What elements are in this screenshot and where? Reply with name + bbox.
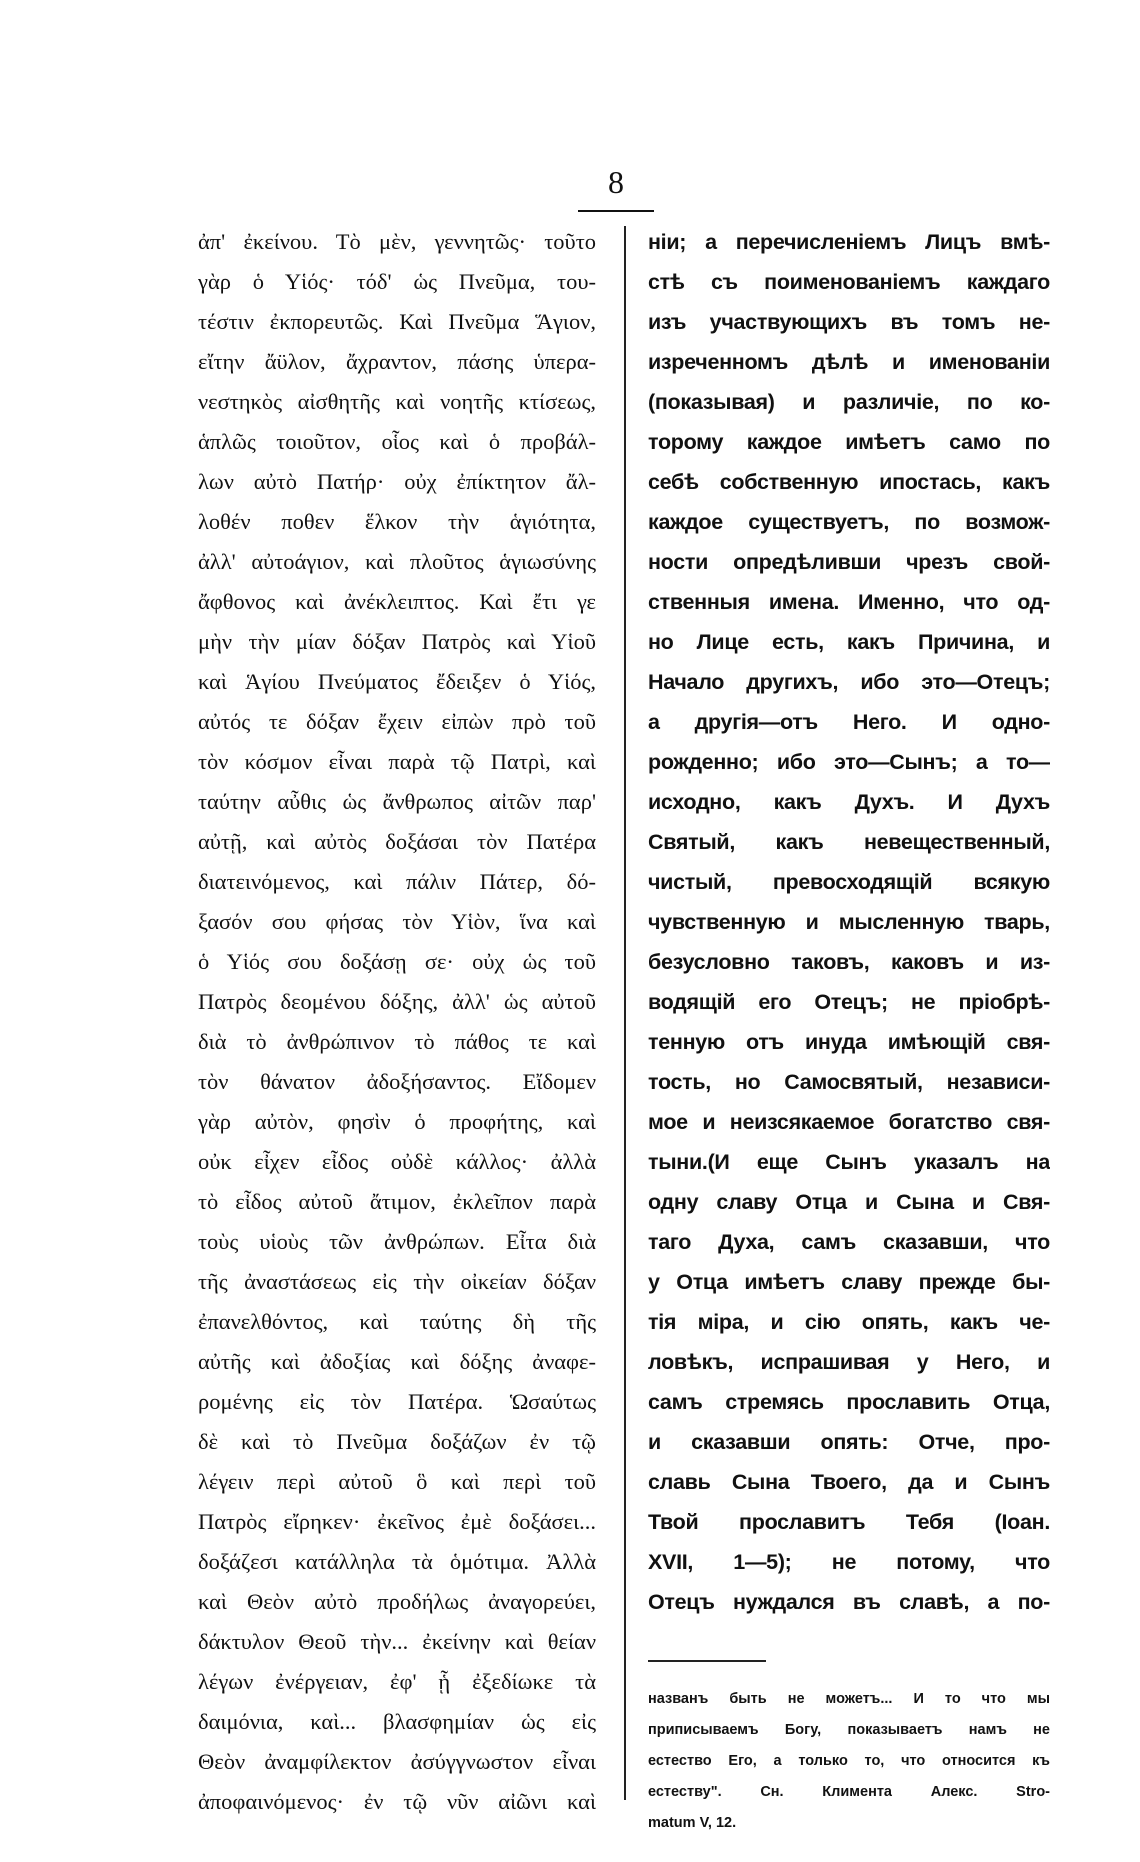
greek-text-line: αὐτῇ, καὶ αὐτὸς δοξάσαι τὸν Πατέρα [198, 829, 596, 854]
russian-text-line: рожденно; ибо это—Сынъ; а то— [648, 750, 1050, 774]
greek-text-column [198, 222, 596, 1822]
greek-text-line: γὰρ αὐτὸν, φησὶν ὁ προφήτης, καὶ [198, 1109, 596, 1134]
greek-text-line: δάκτυλον Θεοῦ τὴν... ἐκείνην καὶ θείαν [198, 1629, 596, 1654]
greek-text-line: δαιμόνια, καὶ... βλασφημίαν ὡς εἰς [198, 1709, 596, 1734]
russian-text-line: славь Сына Твоего, да и Сынъ [648, 1470, 1050, 1494]
russian-text-line: и сказавши опять: Отче, про- [648, 1430, 1050, 1454]
russian-text-line: таго Духа, самъ сказавши, что [648, 1230, 1050, 1254]
greek-text-line: λέγων ἐνέργειαν, ἐφ' ᾗ ἐξεδίωκε τὰ [198, 1669, 596, 1694]
footnote-line: названъ быть не можетъ... И то что мы [648, 1691, 1050, 1707]
greek-text-line: δὲ καὶ τὸ Πνεῦμα δοξάζων ἐν τῷ [198, 1429, 596, 1454]
russian-text-line: у Отца имѣетъ славу прежде бы- [648, 1270, 1050, 1294]
greek-text-line: ταύτην αὖθις ὡς ἄνθρωπος αἰτῶν παρ' [198, 789, 596, 814]
russian-text-line: Святый, какъ невещественный, [648, 830, 1050, 854]
russian-text-line: безусловно таковъ, каковъ и из- [648, 950, 1050, 974]
russian-text-line: стѣ съ поименованіемъ каждаго [648, 270, 1050, 294]
greek-text-line: ἀποφαινόμενος· ἐν τῷ νῦν αἰῶνι καὶ [198, 1789, 596, 1814]
greek-text-line: ξασόν σου φήσας τὸν Υἱὸν, ἵνα καὶ [198, 909, 596, 934]
russian-text-line: ности опредѣливши чрезъ свой- [648, 550, 1050, 574]
greek-text-line: Πατρὸς δεομένου δόξης, ἀλλ' ὡς αὐτοῦ [198, 989, 596, 1014]
russian-text-line: тія міра, и сію опять, какъ че- [648, 1310, 1050, 1334]
greek-text-line: διὰ τὸ ἀνθρώπινον τὸ πάθος τε καὶ [198, 1029, 596, 1054]
column-divider [624, 226, 626, 1800]
greek-text-line: Πατρὸς εἴρηκεν· ἐκεῖνος ἐμὲ δοξάσει... [198, 1509, 596, 1534]
greek-text-line: αὐτός τε δόξαν ἔχειν εἰπὼν πρὸ τοῦ [198, 709, 596, 734]
russian-text-line: самъ стремясь прославить Отца, [648, 1390, 1050, 1414]
greek-text-line: ἐπανελθόντος, καὶ ταύτης δὴ τῆς [198, 1309, 596, 1334]
russian-text-line: каждое существуетъ, по возмож- [648, 510, 1050, 534]
greek-text-line: ἄφθονος καὶ ἀνέκλειπτος. Καὶ ἔτι γε [198, 589, 596, 614]
greek-text-line: Θεὸν ἀναμφίλεκτον ἀσύγγνωστον εἶναι [198, 1749, 596, 1774]
greek-text-line: καὶ Ἁγίου Πνεύματος ἔδειξεν ὁ Υἱός, [198, 669, 596, 694]
greek-text-line: λέγειν περὶ αὐτοῦ ὃ καὶ περὶ τοῦ [198, 1469, 596, 1494]
russian-text-line: исходно, какъ Духъ. И Духъ [648, 790, 1050, 814]
footnote [648, 1684, 1050, 1839]
greek-text-line: τέστιν ἐκπορευτῶς. Καὶ Πνεῦμα Ἅγιον, [198, 309, 596, 334]
russian-text-line: ственныя имена. Именно, что од- [648, 590, 1050, 614]
greek-text-line: αὐτῆς καὶ ἀδοξίας καὶ δόξης ἀναφε- [198, 1349, 596, 1374]
page-number: 8 [608, 164, 624, 200]
russian-text-line: изъ участвующихъ въ томъ не- [648, 310, 1050, 334]
russian-text-line: Отецъ нуждался въ славѣ, а по- [648, 1590, 1050, 1614]
russian-text-line: мое и неизсякаемое богатство свя- [648, 1110, 1050, 1134]
greek-text-line: τῆς ἀναστάσεως εἰς τὴν οἰκείαν δόξαν [198, 1269, 596, 1294]
footnote-line: matum V, 12. [648, 1815, 737, 1831]
russian-text-line: (показывая) и различіе, по ко- [648, 390, 1050, 414]
russian-text-line: торому каждое имѣетъ само по [648, 430, 1050, 454]
russian-text-line: Твой прославитъ Тебя (Іоан. [648, 1510, 1050, 1534]
russian-text-line: а другія—отъ Него. И одно- [648, 710, 1050, 734]
greek-text-line: ρομένης εἰς τὸν Πατέρα. Ὡσαύτως [198, 1389, 596, 1414]
russian-text-line: ловѣкъ, испрашивая у Него, и [648, 1350, 1050, 1374]
greek-text-line: λων αὐτὸ Πατήρ· οὐχ ἐπίκτητον ἄλ- [198, 469, 596, 494]
footnote-line: естество Его, а только то, что относится къ [648, 1753, 1050, 1769]
greek-text-line: οὐκ εἶχεν εἶδος οὐδὲ κάλλος· ἀλλὰ [198, 1149, 596, 1174]
footnote-rule [648, 1660, 766, 1662]
russian-text-line: чувственную и мысленную тварь, [648, 910, 1050, 934]
greek-text-line: τὸν θάνατον ἀδοξήσαντος. Εἴδομεν [198, 1069, 596, 1094]
russian-text-column [648, 222, 1050, 1622]
russian-text-line: чистый, превосходящій всякую [648, 870, 1050, 894]
greek-text-line: γὰρ ὁ Υἱός· τόδ' ὡς Πνεῦμα, του- [198, 269, 596, 294]
russian-text-line: тыни.(И еще Сынъ указалъ на [648, 1150, 1050, 1174]
greek-text-line: τὸν κόσμον εἶναι παρὰ τῷ Πατρὶ, καὶ [198, 749, 596, 774]
russian-text-line: изреченномъ дѣлѣ и именованіи [648, 350, 1050, 374]
greek-text-line: νεστηκὸς αἰσθητῆς καὶ νοητῆς κτίσεως, [198, 389, 596, 414]
russian-text-line: XVII, 1—5); не потому, что [648, 1550, 1050, 1574]
russian-text-line: тенную отъ инуда имѣющій свя- [648, 1030, 1050, 1054]
greek-text-line: δοξάζεσι κατάλληλα τὰ ὁμότιμα. Ἀλλὰ [198, 1549, 596, 1574]
greek-text-line: εἴτην ἄϋλον, ἄχραντον, πάσης ὑπερα- [198, 349, 596, 374]
russian-text-line: водящій его Отецъ; не пріобрѣ- [648, 990, 1050, 1014]
russian-text-line: себѣ собственную ипостась, какъ [648, 470, 1050, 494]
greek-text-line: ἁπλῶς τοιοῦτον, οἷος καὶ ὁ προβάλ- [198, 429, 596, 454]
greek-text-line: λοθέν ποθεν ἕλκον τὴν ἁγιότητα, [198, 509, 596, 534]
russian-text-line: одну славу Отца и Сына и Свя- [648, 1190, 1050, 1214]
russian-text-line: тость, но Самосвятый, независи- [648, 1070, 1050, 1094]
russian-text-line: но Лице есть, какъ Причина, и [648, 630, 1050, 654]
greek-text-line: ἀπ' ἐκείνου. Τὸ μὲν, γεννητῶς· τοῦτο [198, 229, 596, 254]
greek-text-line: τὸ εἶδος αὐτοῦ ἄτιμον, ἐκλεῖπον παρὰ [198, 1189, 596, 1214]
greek-text-line: μὴν τὴν μίαν δόξαν Πατρὸς καὶ Υἱοῦ [198, 629, 596, 654]
russian-text-line: ніи; а перечисленіемъ Лицъ вмѣ- [648, 230, 1050, 254]
page-number-rule [578, 210, 654, 212]
footnote-line: естеству". Сн. Климента Алекс. Stro- [648, 1784, 1050, 1800]
greek-text-line: ἀλλ' αὐτοάγιον, καὶ πλοῦτος ἁγιωσύνης [198, 549, 596, 574]
greek-text-line: διατεινόμενος, καὶ πάλιν Πάτερ, δό- [198, 869, 596, 894]
footnote-line: приписываемъ Богу, показываетъ намъ не [648, 1722, 1050, 1738]
greek-text-line: τοὺς υἱοὺς τῶν ἀνθρώπων. Εἶτα διὰ [198, 1229, 596, 1254]
greek-text-line: ὁ Υἱός σου δοξάσῃ σε· οὐχ ὡς τοῦ [198, 949, 596, 974]
russian-text-line: Начало другихъ, ибо это—Отецъ; [648, 670, 1050, 694]
greek-text-line: καὶ Θεὸν αὐτὸ προδήλως ἀναγορεύει, [198, 1589, 596, 1614]
